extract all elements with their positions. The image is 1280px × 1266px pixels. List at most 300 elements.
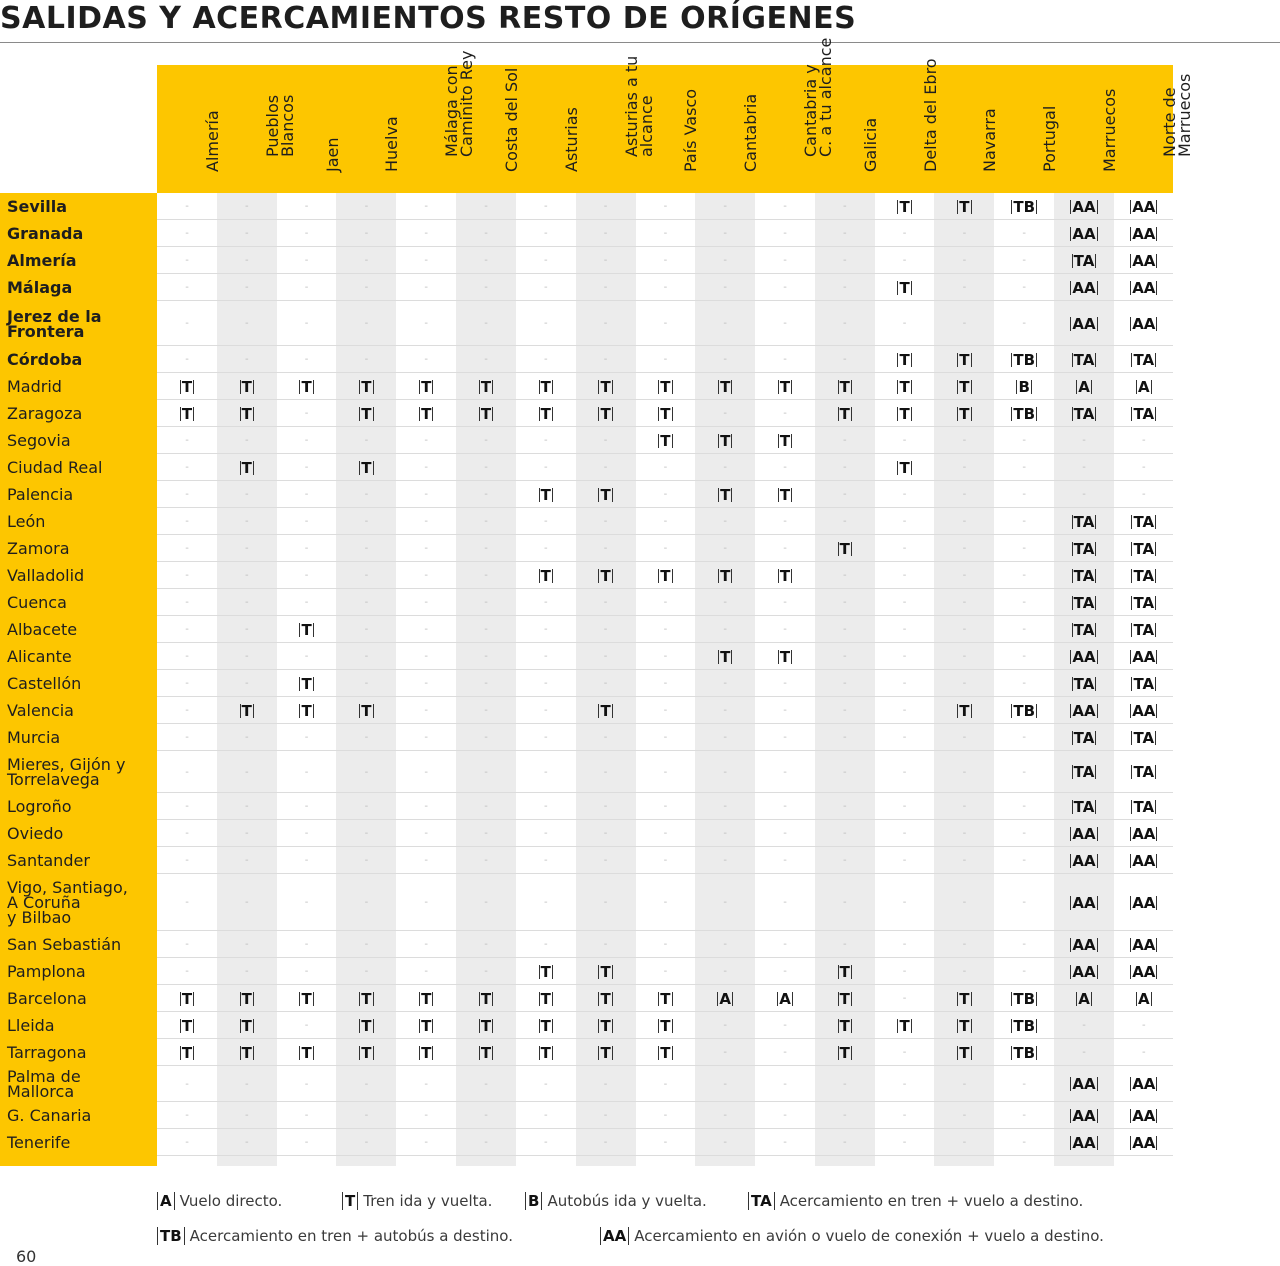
table-cell [1114,346,1174,373]
table-cell: - [663,228,668,239]
table-cell: - [1141,489,1146,500]
table-cell: - [484,570,488,581]
service-code: TB [1013,1016,1036,1035]
table-cell: - [484,939,488,950]
table-cell: - [185,228,189,239]
service-code: AA [1072,197,1096,216]
table-cell: - [603,897,608,908]
table-cell: - [244,255,249,266]
table-cell: - [364,801,369,812]
table-cell [1054,535,1114,562]
table-cell: - [842,201,847,212]
table-cell: - [364,570,369,581]
table-cell [277,670,337,697]
service-code: T [241,701,252,720]
table-cell: - [902,489,907,500]
service-code: T [421,1043,432,1062]
service-code: TA [1133,512,1155,531]
column-header [235,65,295,193]
service-code: T [301,377,312,396]
table-cell: - [543,624,548,635]
service-code: T [720,566,731,585]
service-code: T [361,377,372,396]
table-cell [277,985,337,1012]
table-cell [336,697,396,724]
service-code: AA [1132,1106,1156,1125]
legend-code: AA [600,1227,629,1245]
table-cell [695,373,755,400]
service-code: A [1137,377,1150,396]
table-cell [1054,220,1114,247]
table-cell: - [663,516,668,527]
table-cell: - [1022,766,1026,778]
table-cell: - [783,282,787,293]
table-cell: - [185,543,189,554]
table-cell: - [962,516,967,527]
table-cell: - [723,1110,727,1121]
table-cell [1114,589,1174,616]
table-cell: - [962,651,967,662]
table-cell: - [603,939,608,950]
table-cell: - [484,1110,488,1121]
table-cell: - [543,1137,548,1148]
column-header-label: Galicia [860,117,880,172]
table-cell: - [783,966,787,977]
table-cell: - [603,828,608,839]
table-cell: - [842,228,847,239]
table-cell: - [1022,570,1026,581]
table-cell: - [364,201,369,212]
column-header [893,58,953,193]
table-cell: - [902,228,907,239]
table-cell [934,193,994,220]
table-cell: - [244,516,249,527]
service-code: AA [1072,278,1096,297]
table-cell [1054,274,1114,301]
table-cell [1114,643,1174,670]
table-cell: - [424,801,428,812]
table-cell [635,400,695,427]
table-cell [934,985,994,1012]
table-cell: - [244,201,249,212]
service-code: T [839,1043,850,1062]
table-cell [1054,400,1114,427]
table-cell: - [663,255,668,266]
table-cell: - [663,1137,668,1148]
table-cell: - [185,1137,189,1148]
row-label: Lleida [7,1016,55,1035]
table-cell: - [783,201,787,212]
table-cell [217,400,277,427]
table-cell [1054,874,1114,931]
table-cell: - [424,543,428,554]
table-cell [157,400,217,427]
service-code: T [600,377,611,396]
table-cell [396,985,456,1012]
legend-text: Acercamiento en avión o vuelo de conexión + vuelo a destino. [634,1227,1104,1245]
table-cell [635,373,695,400]
table-cell: - [1022,318,1026,329]
table-cell: - [723,678,727,689]
table-cell [1054,724,1114,751]
table-cell [1054,751,1114,793]
table-cell [1054,301,1114,346]
table-cell [516,958,576,985]
service-code: TA [1073,797,1095,816]
table-cell: - [783,939,787,950]
service-code: AA [1132,701,1156,720]
table-cell: - [484,282,488,293]
table-cell: - [364,828,369,839]
table-cell: - [842,462,847,473]
row-label: Palma de Mallorca [7,1067,81,1101]
table-cell: - [902,828,907,839]
table-cell: - [185,354,189,365]
table-cell: - [244,1078,249,1090]
table-cell [1054,670,1114,697]
service-code: AA [1072,935,1096,954]
table-cell: - [663,939,668,950]
table-cell: - [424,1078,428,1090]
table-cell: - [783,1078,787,1090]
table-cell: - [842,624,847,635]
table-cell: - [424,966,428,977]
table-cell: - [1022,732,1026,743]
service-code: T [959,197,970,216]
table-cell [396,1012,456,1039]
table-cell [1114,670,1174,697]
table-cell: - [484,766,488,778]
column-header-label: País Vasco [681,88,701,172]
table-cell [1114,1102,1174,1129]
table-cell: - [364,897,369,908]
table-cell: - [484,462,488,473]
table-cell: - [1022,624,1026,635]
table-cell [755,562,815,589]
legend-item [342,1192,492,1210]
table-cell: - [185,1078,189,1090]
column-header [534,65,594,193]
table-cell: - [424,462,428,473]
legend-item [157,1192,282,1210]
table-cell: - [543,435,548,446]
row-label: Sevilla [7,197,68,216]
table-cell: - [185,766,189,778]
service-code: TB [1013,1043,1036,1062]
table-cell: - [723,597,727,608]
table-cell: - [244,282,249,293]
table-cell: - [783,228,787,239]
table-cell: - [364,678,369,689]
table-cell: - [304,801,309,812]
table-cell [994,1039,1054,1066]
table-cell [516,400,576,427]
table-cell [336,1039,396,1066]
table-cell [396,400,456,427]
table-cell: - [364,855,369,866]
table-cell: - [663,282,668,293]
table-cell: - [424,705,428,716]
table-cell: - [723,801,727,812]
table-cell: - [304,1137,309,1148]
table-cell: - [962,462,967,473]
service-code: A [1078,377,1090,396]
table-cell [994,400,1054,427]
row-label: Cuenca [7,593,67,612]
service-code: T [181,989,193,1008]
row-label: Barcelona [7,989,87,1008]
table-cell: - [185,966,189,977]
table-cell [695,643,755,670]
table-cell: - [783,543,787,554]
table-cell: - [424,318,428,329]
table-cell [755,643,815,670]
table-cell: - [842,678,847,689]
table-cell [1114,985,1174,1012]
table-cell [1054,820,1114,847]
service-code: AA [1132,851,1156,870]
table-cell: - [603,354,608,365]
table-cell: - [543,354,548,365]
table-cell: - [1022,651,1026,662]
table-cell [815,1012,875,1039]
table-cell: - [484,354,488,365]
table-cell: - [663,543,668,554]
table-cell: - [244,678,249,689]
table-cell: - [185,255,189,266]
table-cell: - [244,570,249,581]
row-label: Granada [7,224,84,243]
table-cell [934,1039,994,1066]
table-cell: - [1022,678,1026,689]
table-cell: - [304,597,309,608]
table-cell [1114,820,1174,847]
table-cell: - [783,732,787,743]
table-cell: - [842,597,847,608]
table-cell: - [304,543,309,554]
table-cell: - [902,570,907,581]
table-cell: - [1141,435,1146,446]
legend-item [157,1227,513,1245]
column-header-label: Cantabria [741,93,761,172]
table-cell [576,562,636,589]
table-cell: - [1022,801,1026,812]
table-cell: - [185,570,189,581]
page-title: SALIDAS Y ACERCAMIENTOS RESTO DE ORÍGENES [0,1,857,36]
table-cell: - [185,855,189,866]
table-cell: - [603,732,608,743]
table-cell [217,373,277,400]
table-cell: - [543,678,548,689]
table-cell: - [1082,489,1086,500]
service-code: T [600,566,611,585]
service-code: AA [1132,224,1156,243]
service-code: AA [1072,824,1096,843]
service-code: AA [1072,224,1096,243]
table-cell: - [663,354,668,365]
table-cell: - [244,651,249,662]
service-code: AA [1132,893,1156,912]
service-code: T [959,350,970,369]
column-header-label: Pueblos Blancos [262,94,297,157]
table-cell: - [962,318,967,329]
table-cell: - [723,543,727,554]
service-code: T [779,377,791,396]
legend-code: A [157,1192,175,1210]
page-number: 60 [16,1247,37,1266]
table-cell: - [543,705,548,716]
row-label: Castellón [7,674,82,693]
table-cell: - [603,282,608,293]
table-cell: - [663,897,668,908]
column-header [1072,65,1132,193]
table-cell: - [424,354,428,365]
table-cell: - [364,651,369,662]
service-code: T [421,1016,432,1035]
table-cell: - [842,1137,847,1148]
service-code: T [600,485,611,504]
service-code: T [241,1016,252,1035]
service-code: TA [1073,728,1095,747]
table-cell: - [185,828,189,839]
row-label: Albacete [7,620,78,639]
table-cell: - [663,732,668,743]
table-cell [336,985,396,1012]
service-code: T [779,566,791,585]
table-cell [456,1012,516,1039]
column-header [295,65,355,193]
column-header [414,50,477,193]
table-cell [635,427,695,454]
table-cell: - [185,801,189,812]
table-cell: - [304,201,309,212]
service-code: T [540,1043,551,1062]
table-cell: - [842,897,847,908]
table-cell: - [783,624,787,635]
table-cell: - [783,318,787,329]
table-cell: - [962,855,967,866]
table-cell [875,454,935,481]
table-cell: - [962,435,967,446]
table-cell: - [783,516,787,527]
table-cell: - [244,966,249,977]
table-cell: - [842,570,847,581]
service-code: TA [1073,566,1095,585]
table-cell [456,400,516,427]
service-code: T [301,620,312,639]
table-cell: - [185,318,189,329]
service-code: AA [1132,1075,1156,1093]
service-code: AA [1132,935,1156,954]
row-label: San Sebastián [7,935,122,954]
service-code: T [361,458,372,477]
table-cell: - [185,435,189,446]
table-cell: - [543,516,548,527]
column-header [952,65,1012,193]
table-cell [217,454,277,481]
table-cell: - [304,462,309,473]
table-cell [1114,301,1174,346]
table-cell: - [723,255,727,266]
table-cell: - [962,597,967,608]
table-cell: - [902,766,907,778]
service-code: TB [1013,404,1036,423]
table-cell [875,193,935,220]
table-cell: - [723,624,727,635]
table-cell: - [424,282,428,293]
table-cell [516,562,576,589]
table-cell [875,1012,935,1039]
table-cell: - [603,318,608,329]
row-label: Mieres, Gijón y Torrelavega [7,755,126,789]
table-cell: - [723,855,727,866]
service-code: TB [1013,701,1036,720]
row-label: Jerez de la Frontera [7,306,102,341]
table-cell: - [1022,282,1026,293]
service-code: T [660,989,671,1008]
table-cell: - [244,543,249,554]
service-code: T [421,404,432,423]
table-cell [396,373,456,400]
row-label: Valencia [7,701,74,720]
table-cell [516,373,576,400]
table-cell: - [543,228,548,239]
table-cell: - [424,201,428,212]
service-code: AA [1072,962,1096,981]
table-cell [456,985,516,1012]
service-code: T [899,350,910,369]
table-cell [277,373,337,400]
table-cell: - [1022,597,1026,608]
table-cell: - [543,543,548,554]
table-cell: - [185,201,189,212]
service-code: AA [1072,314,1096,333]
table-cell [1114,562,1174,589]
service-code: TB [1013,197,1036,216]
table-cell [277,1039,337,1066]
table-cell [217,1012,277,1039]
column-header-label: Navarra [980,108,1000,172]
table-cell: - [723,1020,727,1031]
table-cell: - [663,624,668,635]
table-cell: - [244,855,249,866]
table-cell: - [244,766,249,778]
table-cell: - [543,651,548,662]
table-cell: - [185,939,189,950]
table-cell: - [185,624,189,635]
table-cell [516,1012,576,1039]
service-code: T [600,1043,611,1062]
table-cell: - [902,966,907,977]
service-code: T [181,1016,193,1035]
table-cell [635,1012,695,1039]
table-cell: - [603,651,608,662]
table-cell: - [902,855,907,866]
table-cell: - [603,1137,608,1148]
legend-code: B [525,1192,542,1210]
table-cell: - [842,282,847,293]
table-cell: - [1022,228,1026,239]
table-cell: - [484,228,488,239]
service-code: AA [1132,278,1156,297]
table-cell: - [424,651,428,662]
row-label: Córdoba [7,350,83,369]
table-cell [1054,508,1114,535]
table-cell: - [902,255,907,266]
table-cell: - [902,435,907,446]
table-cell: - [603,1110,608,1121]
table-cell: - [543,462,548,473]
